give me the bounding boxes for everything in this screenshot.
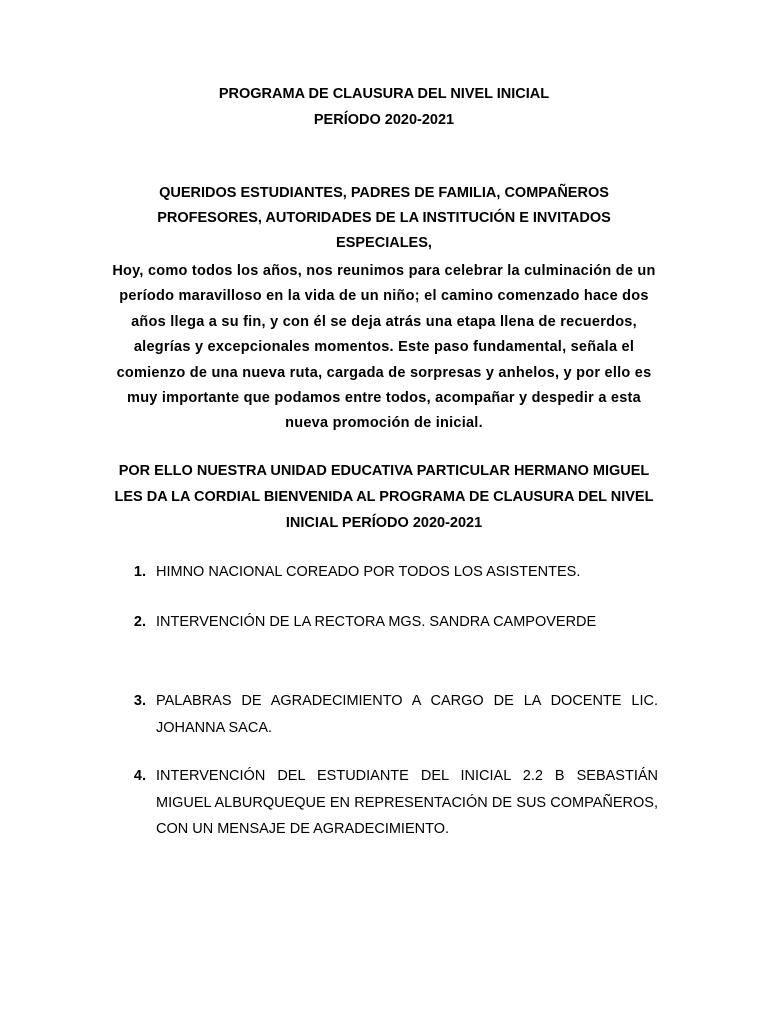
program-item-text: PALABRAS DE AGRADECIMIENTO A CARGO DE LA DOCENTE LIC. JOHANNA SACA. — [156, 693, 658, 736]
program-item-text: HIMNO NACIONAL COREADO POR TODOS LOS ASISTENTES. — [156, 564, 581, 580]
document-period: PERÍODO 2020-2021 — [313, 112, 455, 128]
document-title: PROGRAMA DE CLAUSURA DEL NIVEL INICIAL — [218, 86, 550, 102]
program-item — [110, 609, 658, 636]
body-paragraph: Hoy, como todos los años, nos reunimos para celebrar la culminación de un período maravilloso en la vida de un niño; el camino comenzado hace dos años llega a su fin, y con él se deja atrás una etapa llena de recuerdos, alegrías y excepcionales momentos. Este paso fundamental, señala el comienzo de una nueva ruta, cargada de sorpresas y anhelos, y por ello es muy importante que podamos entre todos, acompañar y despedir a esta nueva promoción de inicial. — [112, 263, 656, 432]
program-item — [110, 559, 658, 586]
program-item-number: 4. — [133, 768, 146, 784]
program-item-number: 1. — [133, 564, 146, 580]
program-item — [110, 763, 658, 843]
program-item — [110, 688, 658, 741]
program-item-number: 2. — [133, 614, 146, 630]
greeting-paragraph: QUERIDOS ESTUDIANTES, PADRES DE FAMILIA, COMPAÑEROS PROFESORES, AUTORIDADES DE LA INSTITUCIÓN E INVITADOS ESPECIALES, — [157, 185, 611, 251]
program-item-text: INTERVENCIÓN DE LA RECTORA MGS. SANDRA CAMPOVERDE — [156, 614, 597, 630]
program-item-number: 3. — [133, 693, 146, 709]
program-item-text: INTERVENCIÓN DEL ESTUDIANTE DEL INICIAL 2.2 B SEBASTIÁN MIGUEL ALBURQUEQUE EN REPRESENTACIÓN DE SUS COMPAÑEROS, CON UN MENSAJE DE AGRADECIMIENTO. — [156, 768, 658, 837]
welcome-paragraph: POR ELLO NUESTRA UNIDAD EDUCATIVA PARTICULAR HERMANO MIGUEL LES DA LA CORDIAL BIENVENIDA AL PROGRAMA DE CLAUSURA DEL NIVEL INICIAL PERÍODO 2020-2021 — [114, 463, 654, 531]
